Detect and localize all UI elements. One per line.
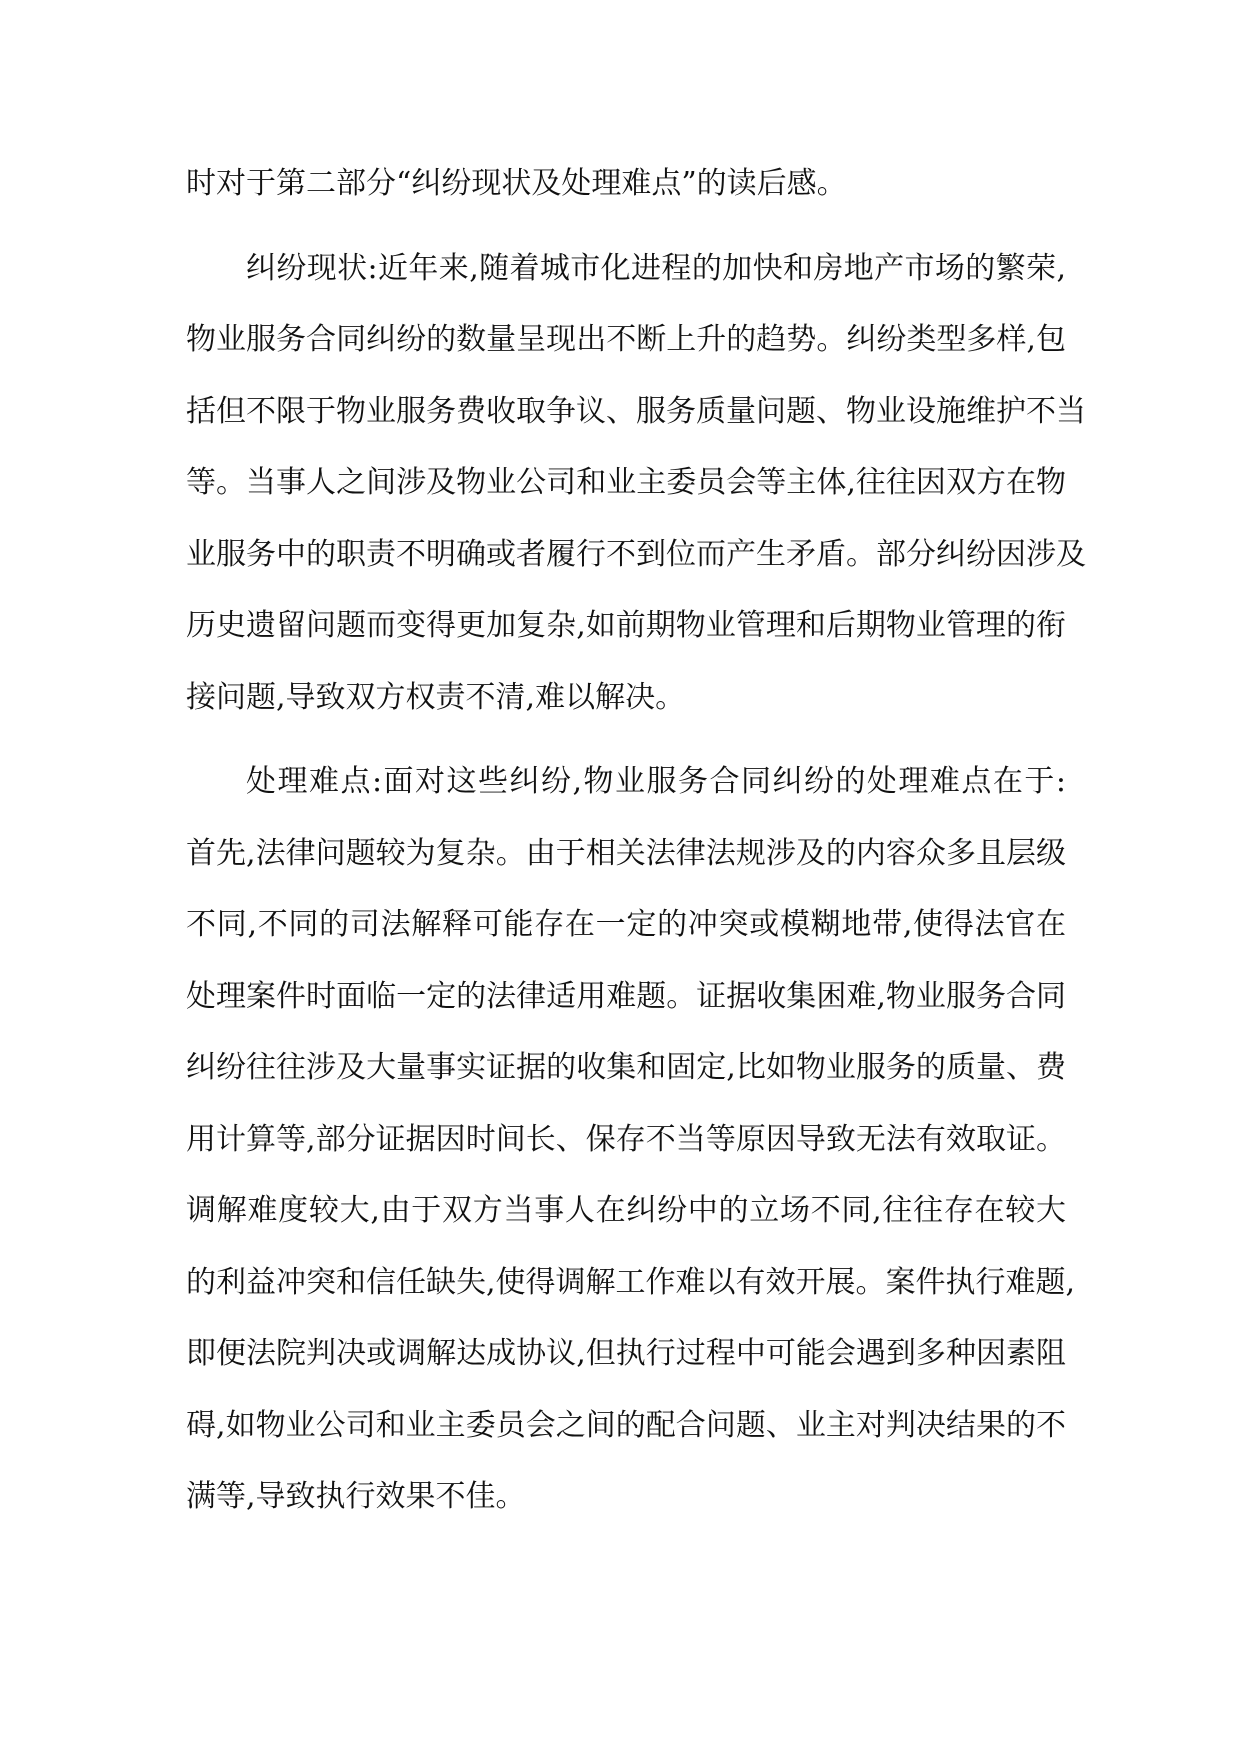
text-line: 即便法院判决或调解达成协议,但执行过程中可能会遇到多种因素阻	[186, 1336, 1066, 1371]
text-line: 处理难点:面对这些纠纷,物业服务合同纠纷的处理难点在于:	[246, 764, 1066, 799]
text-line: 纠纷往往涉及大量事实证据的收集和固定,比如物业服务的质量、费	[186, 1050, 1066, 1085]
text-line: 首先,法律问题较为复杂。由于相关法律法规涉及的内容众多且层级	[186, 835, 1066, 871]
text-line: 业服务中的职责不明确或者履行不到位而产生矛盾。部分纠纷因涉及	[186, 536, 1086, 572]
paragraph-intro	[186, 148, 1066, 220]
text-line: 等。当事人之间涉及物业公司和业主委员会等主体,往往因双方在物	[186, 465, 1066, 500]
text-line: 历史遗留问题而变得更加复杂,如前期物业管理和后期物业管理的衔	[186, 608, 1066, 643]
text-line: 的利益冲突和信任缺失,使得调解工作难以有效开展。案件执行难题,	[186, 1264, 1076, 1300]
paragraph-dispute-status	[186, 233, 1086, 734]
text-line: 物业服务合同纠纷的数量呈现出不断上升的趋势。纠纷类型多样,包	[186, 322, 1066, 357]
text-line: 调解难度较大,由于双方当事人在纠纷中的立场不同,往往存在较大	[186, 1193, 1066, 1228]
text-line: 纠纷现状:近年来,随着城市化进程的加快和房地产市场的繁荣,	[246, 250, 1066, 286]
text-line: 时对于第二部分“纠纷现状及处理难点”的读后感。	[186, 166, 847, 201]
text-line: 处理案件时面临一定的法律适用难题。证据收集困难,物业服务合同	[186, 978, 1066, 1014]
text-line: 碍,如物业公司和业主委员会之间的配合问题、业主对判决结果的不	[186, 1407, 1066, 1443]
document-body	[186, 148, 1086, 1533]
text-line: 不同,不同的司法解释可能存在一定的冲突或模糊地带,使得法官在	[186, 907, 1066, 942]
text-line: 接问题,导致双方权责不清,难以解决。	[186, 679, 686, 715]
text-line: 满等,导致执行效果不佳。	[186, 1479, 526, 1514]
paragraph-handling-difficulties	[186, 746, 1076, 1533]
text-line: 括但不限于物业服务费收取争议、服务质量问题、物业设施维护不当	[186, 393, 1086, 429]
text-line: 用计算等,部分证据因时间长、保存不当等原因导致无法有效取证。	[186, 1121, 1066, 1157]
